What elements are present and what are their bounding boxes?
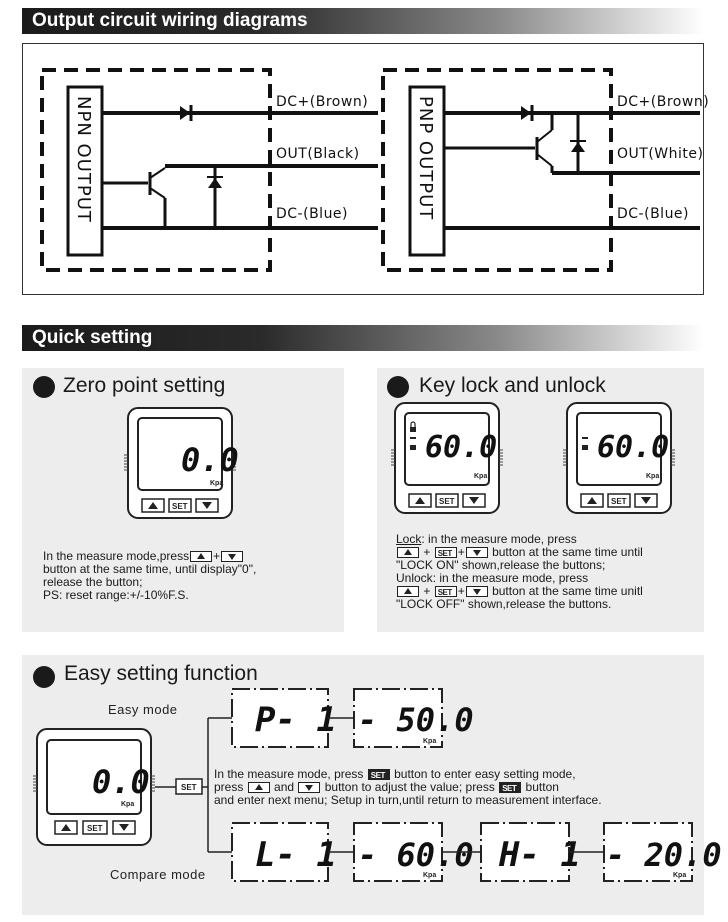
npn-out-label: OUT(Black) (276, 146, 360, 162)
set-button-label: SET (172, 502, 188, 511)
plus: + (423, 584, 431, 598)
pnp-out-label: OUT(White) (617, 146, 704, 162)
easy-text-3: and enter next menu; Setup in turn,until return to measurement interface. (214, 793, 602, 807)
easy-mode-label: Easy mode (108, 702, 178, 717)
easy-set-label: SET (87, 824, 103, 833)
pnp-output-label: PNP OUTPUT (415, 96, 436, 221)
l1-unit: Kpa (423, 872, 437, 879)
p1-value-display: - 50.0 (358, 701, 474, 739)
easy-text-1b: button to enter easy setting mode, (394, 767, 576, 781)
set-key-icon: SET (368, 769, 390, 780)
easy-instructions (214, 768, 602, 807)
lock-text-1: : in the measure mode, press (421, 532, 577, 546)
zero-text-1: In the measure mode,press (43, 549, 190, 563)
lock-label: Lock (396, 532, 422, 546)
unlocked-display-value: 60.0 (597, 430, 670, 465)
p1-unit: Kpa (423, 738, 437, 745)
lock-text-2: button at the same time until (492, 545, 643, 559)
wiring-section-title: Output circuit wiring diagrams (32, 10, 308, 31)
unlock-text-3: "LOCK OFF" shown,release the buttons. (396, 597, 612, 611)
locked-display-unit: Kpa (474, 473, 488, 480)
easy-text-2a: press (214, 780, 244, 794)
easy-main-display: 0.0 (92, 763, 150, 801)
unlock-label: Unlock (396, 571, 433, 585)
easy-heading: Easy setting function (64, 662, 258, 685)
easy-text-2c: button to adjust the value; press (324, 780, 495, 794)
plus: + (423, 545, 431, 559)
locked-display-value: 60.0 (425, 430, 498, 465)
quick-section-title: Quick setting (32, 327, 153, 348)
easy-main-unit: Kpa (121, 801, 135, 808)
easy-text-1a: In the measure mode, press (214, 767, 364, 781)
zero-display-value: 0.0 (181, 441, 239, 479)
pnp-dc-minus-label: DC-(Blue) (617, 206, 690, 222)
easy-text-2d: button (525, 780, 559, 794)
npn-dc-minus-label: DC-(Blue) (276, 206, 349, 222)
down-key-icon (298, 782, 320, 793)
up-key-icon (248, 782, 270, 793)
plus: + (457, 584, 465, 598)
l1-display: L- 1 (255, 835, 337, 875)
set-key-icon: SET (435, 586, 457, 597)
unlock-text-1: : in the measure mode, press (432, 571, 589, 585)
npn-output-label: NPN OUTPUT (73, 96, 94, 223)
zero-plus: + (213, 549, 221, 563)
h1-display: H- 1 (499, 835, 581, 875)
compare-mode-label: Compare mode (110, 867, 206, 882)
set-key-icon: SET (499, 782, 521, 793)
unlocked-set-label: SET (611, 497, 627, 506)
p1-display: P- 1 (255, 700, 337, 740)
l1-value-display: - 60.0 (358, 836, 474, 874)
locked-set-label: SET (439, 497, 455, 506)
keylock-heading: Key lock and unlock (419, 374, 606, 397)
zero-text-4: PS: reset range:+/-10%F.S. (43, 588, 189, 602)
pnp-dc-plus-label: DC+(Brown) (617, 94, 710, 110)
zero-text-3: release the button; (43, 575, 143, 589)
flow-set-label: SET (181, 783, 197, 792)
zero-text-2: button at the same time, until display"0", (43, 562, 257, 576)
zero-display-unit: Kpa (210, 480, 224, 487)
h1-unit: Kpa (673, 872, 687, 879)
h1-value-display: - 20.0 (606, 836, 722, 874)
lock-text-3: "LOCK ON" shown,release the buttons; (396, 558, 606, 572)
set-key-icon: SET (435, 547, 457, 558)
unlocked-display-unit: Kpa (646, 473, 660, 480)
npn-dc-plus-label: DC+(Brown) (276, 94, 369, 110)
plus: + (457, 545, 465, 559)
zero-heading: Zero point setting (63, 374, 226, 397)
easy-text-2b: and (274, 780, 295, 794)
unlock-text-2: button at the same time unitl (492, 584, 643, 598)
